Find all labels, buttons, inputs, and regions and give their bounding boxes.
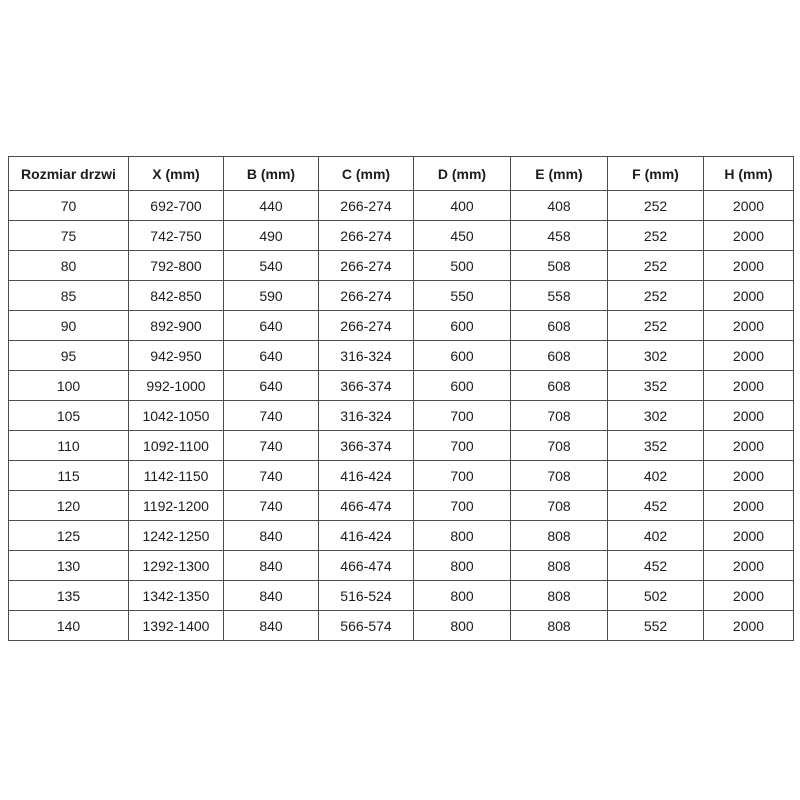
table-cell: 740 (224, 491, 319, 521)
table-cell: 808 (511, 521, 608, 551)
table-cell: 252 (608, 311, 704, 341)
table-cell: 316-324 (319, 401, 414, 431)
table-cell: 366-374 (319, 431, 414, 461)
table-header-row (9, 157, 794, 191)
table-cell: 450 (414, 221, 511, 251)
table-cell: 708 (511, 461, 608, 491)
column-header-f: F (mm) (608, 157, 704, 191)
table-row (9, 191, 794, 221)
table-cell: 640 (224, 311, 319, 341)
table-cell: 692-700 (129, 191, 224, 221)
table-cell: 2000 (704, 341, 794, 371)
table-cell: 85 (9, 281, 129, 311)
table-cell: 740 (224, 431, 319, 461)
table-cell: 808 (511, 581, 608, 611)
table-cell: 2000 (704, 611, 794, 641)
table-cell: 640 (224, 371, 319, 401)
table-cell: 566-574 (319, 611, 414, 641)
table-cell: 80 (9, 251, 129, 281)
table-cell: 892-900 (129, 311, 224, 341)
table-cell: 800 (414, 581, 511, 611)
table-cell: 600 (414, 341, 511, 371)
column-header-rozmiar-drzwi: Rozmiar drzwi (9, 157, 129, 191)
table-cell: 316-324 (319, 341, 414, 371)
table-cell: 2000 (704, 581, 794, 611)
table-cell: 400 (414, 191, 511, 221)
table-cell: 640 (224, 341, 319, 371)
table-cell: 800 (414, 551, 511, 581)
table-cell: 302 (608, 341, 704, 371)
table-row (9, 611, 794, 641)
table-cell: 252 (608, 281, 704, 311)
table-cell: 1292-1300 (129, 551, 224, 581)
table-row (9, 581, 794, 611)
table-cell: 452 (608, 491, 704, 521)
table-cell: 540 (224, 251, 319, 281)
table-row (9, 251, 794, 281)
column-header-x: X (mm) (129, 157, 224, 191)
table-cell: 135 (9, 581, 129, 611)
table-cell: 490 (224, 221, 319, 251)
table-cell: 266-274 (319, 221, 414, 251)
table-row (9, 491, 794, 521)
table-cell: 600 (414, 371, 511, 401)
table-row (9, 551, 794, 581)
table-row (9, 371, 794, 401)
table-cell: 458 (511, 221, 608, 251)
table-cell: 700 (414, 401, 511, 431)
table-body (9, 191, 794, 641)
table-cell: 800 (414, 521, 511, 551)
table-cell: 508 (511, 251, 608, 281)
table-cell: 2000 (704, 551, 794, 581)
column-header-h: H (mm) (704, 157, 794, 191)
table-cell: 840 (224, 551, 319, 581)
table-row (9, 521, 794, 551)
table-cell: 700 (414, 461, 511, 491)
table-cell: 590 (224, 281, 319, 311)
table-cell: 1092-1100 (129, 431, 224, 461)
table-cell: 100 (9, 371, 129, 401)
table-cell: 2000 (704, 461, 794, 491)
table-cell: 742-750 (129, 221, 224, 251)
table-cell: 302 (608, 401, 704, 431)
table-cell: 740 (224, 461, 319, 491)
table-cell: 992-1000 (129, 371, 224, 401)
table-cell: 352 (608, 431, 704, 461)
table-row (9, 341, 794, 371)
table-cell: 600 (414, 311, 511, 341)
table-cell: 75 (9, 221, 129, 251)
table-row (9, 281, 794, 311)
table-cell: 402 (608, 521, 704, 551)
table-cell: 2000 (704, 491, 794, 521)
table-cell: 558 (511, 281, 608, 311)
table-cell: 252 (608, 251, 704, 281)
table-row (9, 431, 794, 461)
table-cell: 608 (511, 311, 608, 341)
table-cell: 608 (511, 371, 608, 401)
table-cell: 942-950 (129, 341, 224, 371)
table-cell: 2000 (704, 221, 794, 251)
table-cell: 252 (608, 191, 704, 221)
table-cell: 808 (511, 611, 608, 641)
table-cell: 70 (9, 191, 129, 221)
table-cell: 266-274 (319, 191, 414, 221)
table-cell: 1342-1350 (129, 581, 224, 611)
table-cell: 452 (608, 551, 704, 581)
table-cell: 792-800 (129, 251, 224, 281)
table-cell: 550 (414, 281, 511, 311)
table-row (9, 461, 794, 491)
table-cell: 115 (9, 461, 129, 491)
table-cell: 840 (224, 581, 319, 611)
table-cell: 466-474 (319, 491, 414, 521)
table-cell: 105 (9, 401, 129, 431)
table-cell: 840 (224, 611, 319, 641)
table-cell: 252 (608, 221, 704, 251)
table-cell: 2000 (704, 251, 794, 281)
table-cell: 842-850 (129, 281, 224, 311)
table-cell: 140 (9, 611, 129, 641)
table-row (9, 401, 794, 431)
column-header-c: C (mm) (319, 157, 414, 191)
table-cell: 402 (608, 461, 704, 491)
table-cell: 2000 (704, 281, 794, 311)
table-cell: 2000 (704, 521, 794, 551)
table-cell: 2000 (704, 401, 794, 431)
door-size-table-wrap (8, 156, 793, 641)
column-header-e: E (mm) (511, 157, 608, 191)
table-cell: 1142-1150 (129, 461, 224, 491)
table-cell: 708 (511, 491, 608, 521)
table-cell: 366-374 (319, 371, 414, 401)
column-header-b: B (mm) (224, 157, 319, 191)
table-cell: 466-474 (319, 551, 414, 581)
table-cell: 800 (414, 611, 511, 641)
table-cell: 408 (511, 191, 608, 221)
table-cell: 2000 (704, 311, 794, 341)
table-cell: 2000 (704, 431, 794, 461)
table-cell: 95 (9, 341, 129, 371)
table-cell: 700 (414, 431, 511, 461)
table-cell: 502 (608, 581, 704, 611)
table-cell: 1042-1050 (129, 401, 224, 431)
table-cell: 2000 (704, 191, 794, 221)
table-cell: 2000 (704, 371, 794, 401)
table-cell: 1192-1200 (129, 491, 224, 521)
table-cell: 708 (511, 401, 608, 431)
table-cell: 266-274 (319, 281, 414, 311)
table-cell: 120 (9, 491, 129, 521)
table-cell: 552 (608, 611, 704, 641)
column-header-d: D (mm) (414, 157, 511, 191)
table-cell: 130 (9, 551, 129, 581)
table-cell: 352 (608, 371, 704, 401)
table-cell: 90 (9, 311, 129, 341)
table-cell: 266-274 (319, 251, 414, 281)
table-cell: 700 (414, 491, 511, 521)
table-cell: 608 (511, 341, 608, 371)
table-cell: 1392-1400 (129, 611, 224, 641)
table-cell: 1242-1250 (129, 521, 224, 551)
table-cell: 500 (414, 251, 511, 281)
table-cell: 110 (9, 431, 129, 461)
table-cell: 416-424 (319, 521, 414, 551)
table-cell: 740 (224, 401, 319, 431)
table-cell: 516-524 (319, 581, 414, 611)
door-size-spec-table (8, 156, 794, 641)
table-cell: 840 (224, 521, 319, 551)
table-row (9, 311, 794, 341)
table-cell: 708 (511, 431, 608, 461)
table-cell: 808 (511, 551, 608, 581)
table-cell: 440 (224, 191, 319, 221)
table-cell: 266-274 (319, 311, 414, 341)
table-row (9, 221, 794, 251)
table-cell: 125 (9, 521, 129, 551)
table-cell: 416-424 (319, 461, 414, 491)
